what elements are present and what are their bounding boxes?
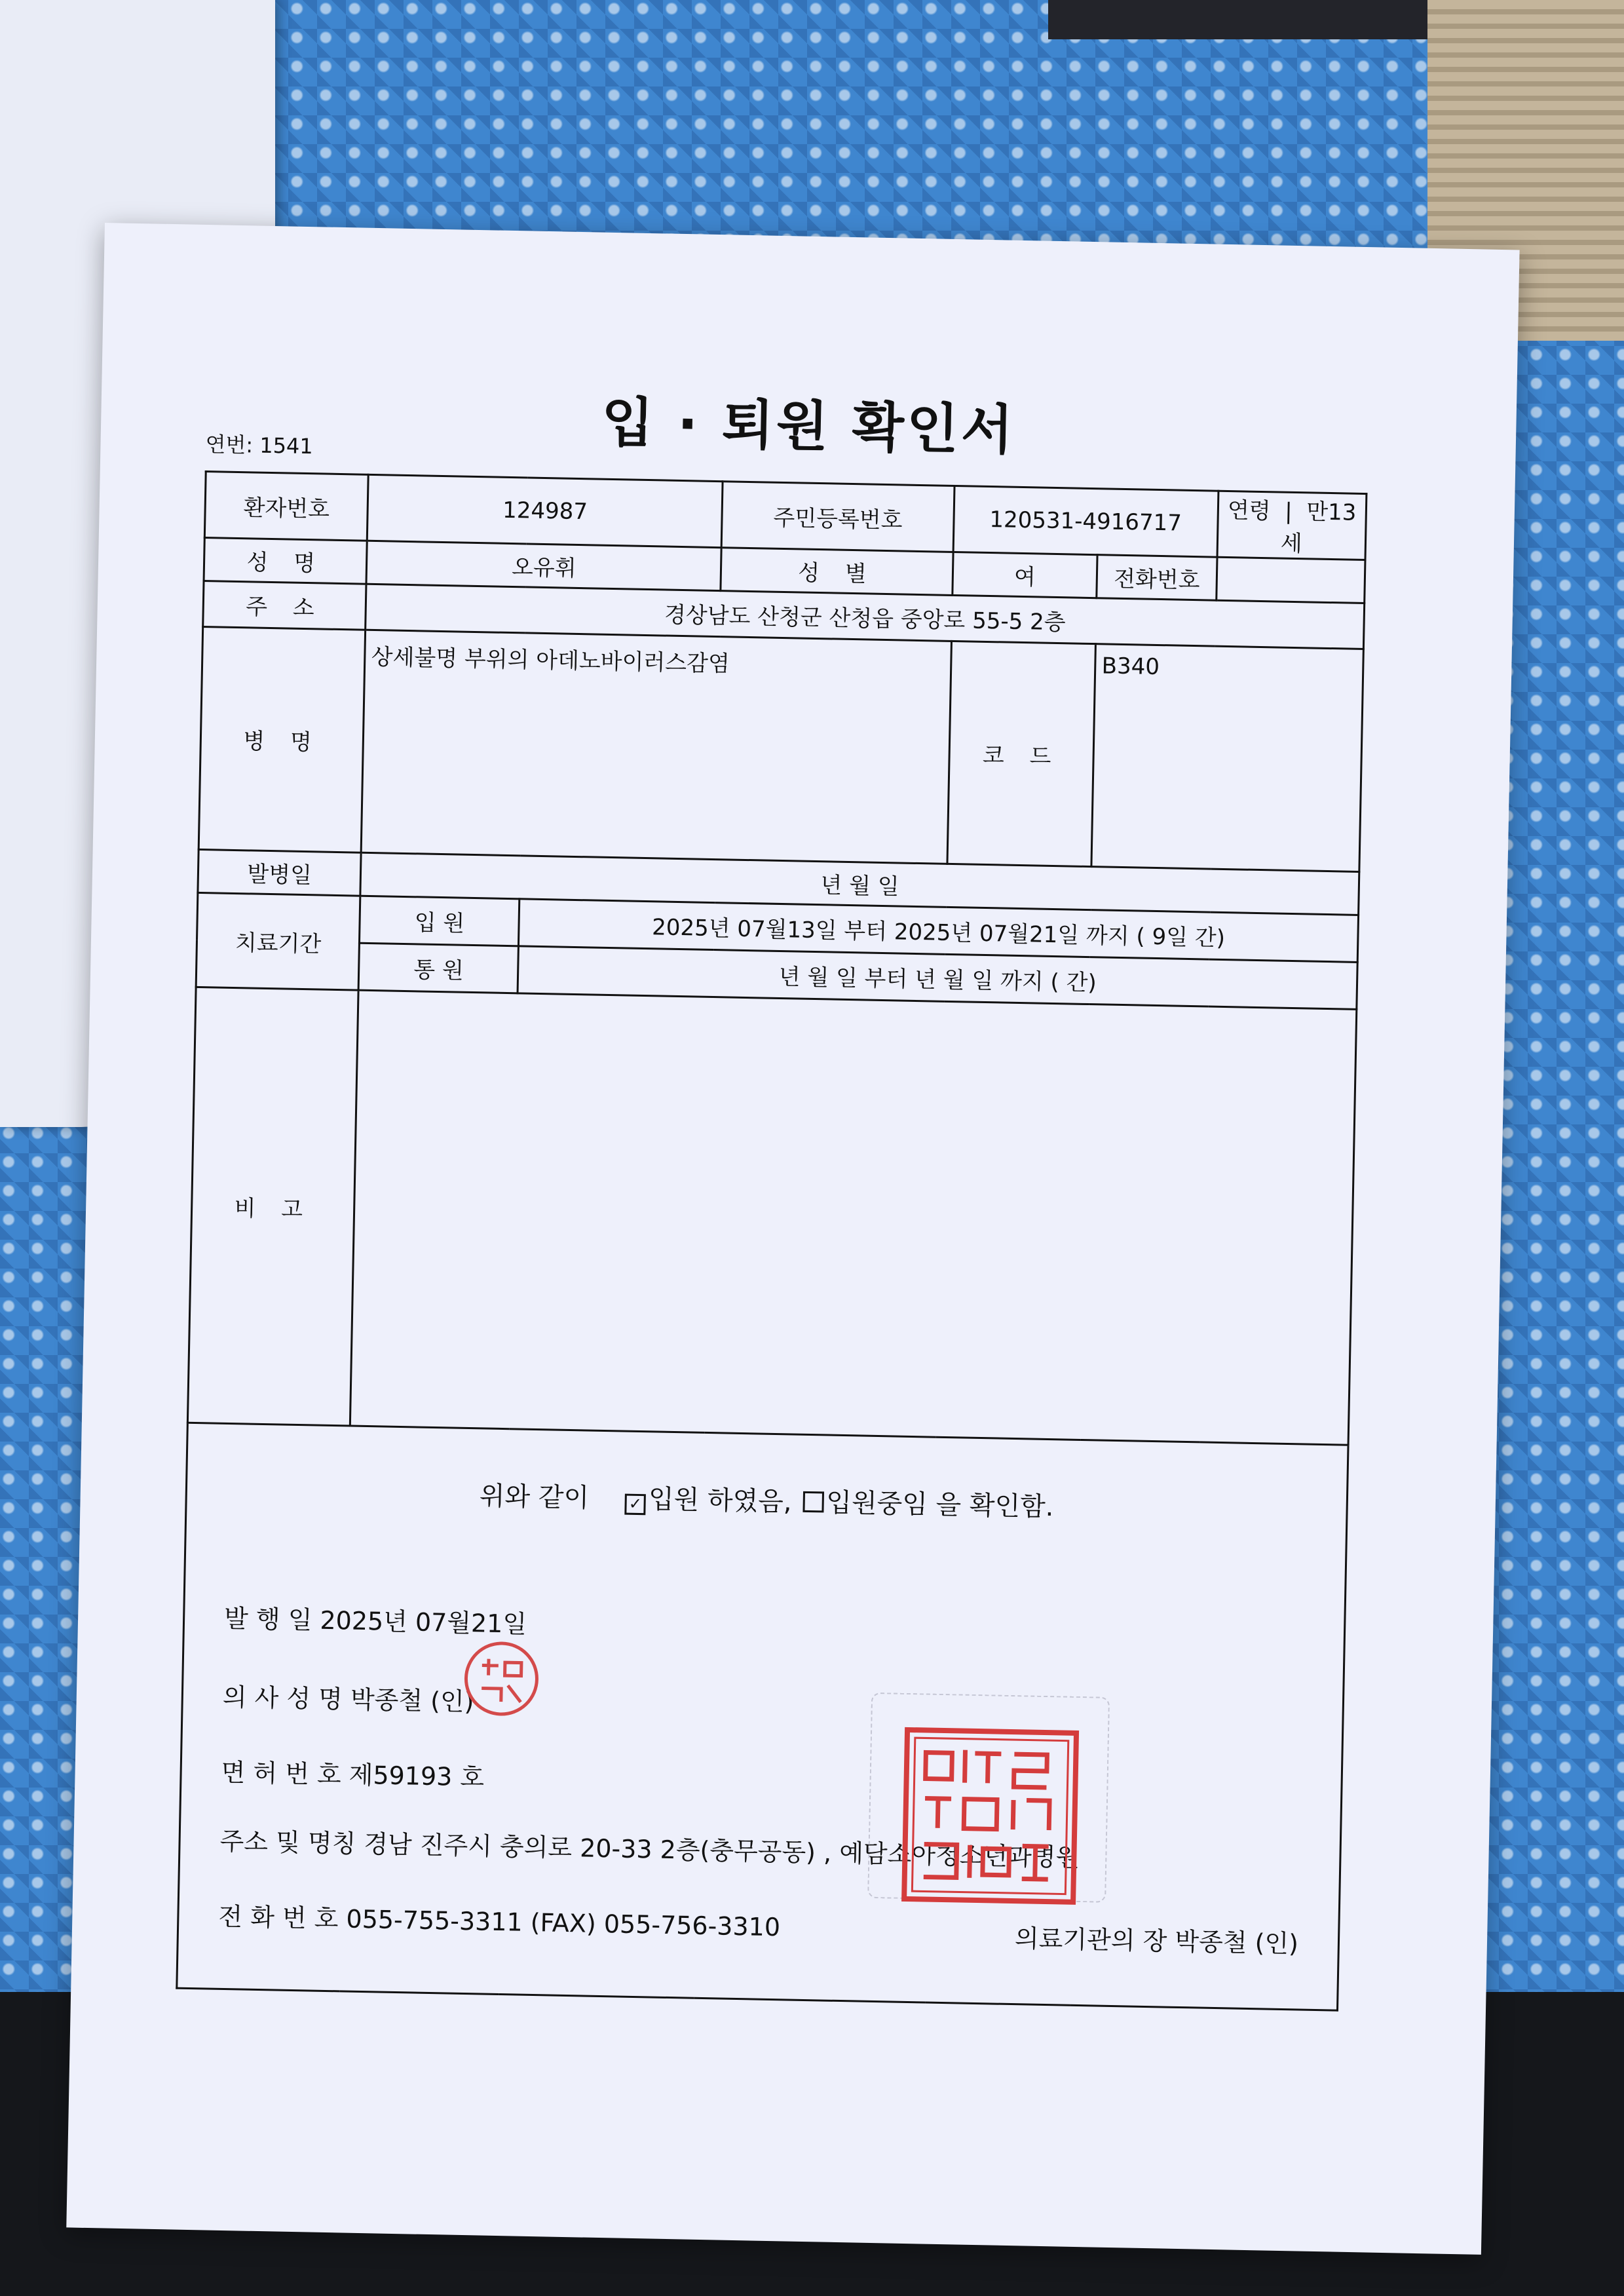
issue-date: 발 행 일 2025년 07월21일	[223, 1603, 527, 1639]
hospital-phone: 전 화 번 호 055-755-3311 (FAX) 055-756-3310	[217, 1902, 781, 1942]
value-disease: 상세불명 부위의 아데노바이러스감염	[362, 630, 952, 864]
license-number: 면 허 번 호 제59193 호	[221, 1757, 485, 1792]
label-inpatient: 입 원	[360, 896, 519, 946]
label-resident-no: 주민등록번호	[722, 482, 954, 552]
value-age: 만13 세	[1280, 499, 1357, 558]
value-resident-no: 120531-4916717	[953, 486, 1218, 557]
checkbox-currently-admitted[interactable]	[803, 1491, 824, 1513]
checkbox-admitted[interactable]: ✓	[625, 1494, 647, 1516]
value-sex: 여	[952, 552, 1097, 598]
hospital-address: 주소 및 명칭 경남 진주시 충의로 20-33 2층(충무공동) , 예담소아청소년과병원	[219, 1826, 1080, 1873]
label-onset: 발병일	[198, 849, 362, 896]
option-admitted: 입원 하였음,	[648, 1484, 793, 1518]
confirmation-statement	[187, 1470, 1346, 1529]
label-disease: 병 명	[198, 626, 366, 852]
certificate-table	[176, 470, 1367, 2012]
doctor-seal	[461, 1639, 541, 1719]
value-name: 오유휘	[366, 541, 721, 590]
certification-footer	[177, 1423, 1348, 2010]
label-name: 성 명	[204, 538, 368, 584]
label-remarks: 비 고	[187, 987, 358, 1426]
value-remarks	[350, 990, 1357, 1445]
option-currently-admitted: 입원중임 을 확인함.	[825, 1487, 1054, 1523]
serial-number: 연번: 1541	[205, 432, 314, 459]
age-cell: 연령 | 만13 세	[1217, 491, 1367, 560]
doctor-name: 의 사 성 명 박종철 (인)	[222, 1682, 474, 1717]
value-onset: 년 월 일	[360, 852, 1359, 915]
label-code: 코 드	[947, 641, 1096, 866]
admission-discharge-certificate	[66, 223, 1519, 2255]
confirmation-prefix: 위와 같이	[479, 1481, 590, 1514]
label-phone: 전화번호	[1097, 555, 1217, 600]
value-outpatient-period: 년 월 일 부터 년 월 일 까지 ( 간)	[518, 946, 1357, 1010]
label-outpatient: 통 원	[358, 943, 518, 993]
value-address: 경상남도 산청군 산청읍 중앙로 55-5 2층	[366, 584, 1365, 649]
label-treatment-period: 치료기간	[196, 892, 360, 990]
value-inpatient-period: 2025년 07월13일 부터 2025년 07월21일 까지 ( 9일 간)	[519, 899, 1359, 963]
head-of-institution: 의료기관의 장 박종철 (인)	[1014, 1924, 1299, 1959]
hospital-seal	[900, 1726, 1080, 1906]
label-age: 연령	[1227, 497, 1272, 525]
label-patient-no: 환자번호	[204, 472, 368, 541]
dark-object	[1048, 0, 1448, 39]
value-code: B340	[1091, 644, 1363, 872]
value-phone	[1216, 557, 1365, 603]
value-patient-no: 124987	[368, 474, 723, 547]
document-title: 입 · 퇴원 확인서	[601, 391, 1017, 462]
label-sex: 성 별	[721, 548, 953, 596]
label-address: 주 소	[203, 581, 367, 630]
